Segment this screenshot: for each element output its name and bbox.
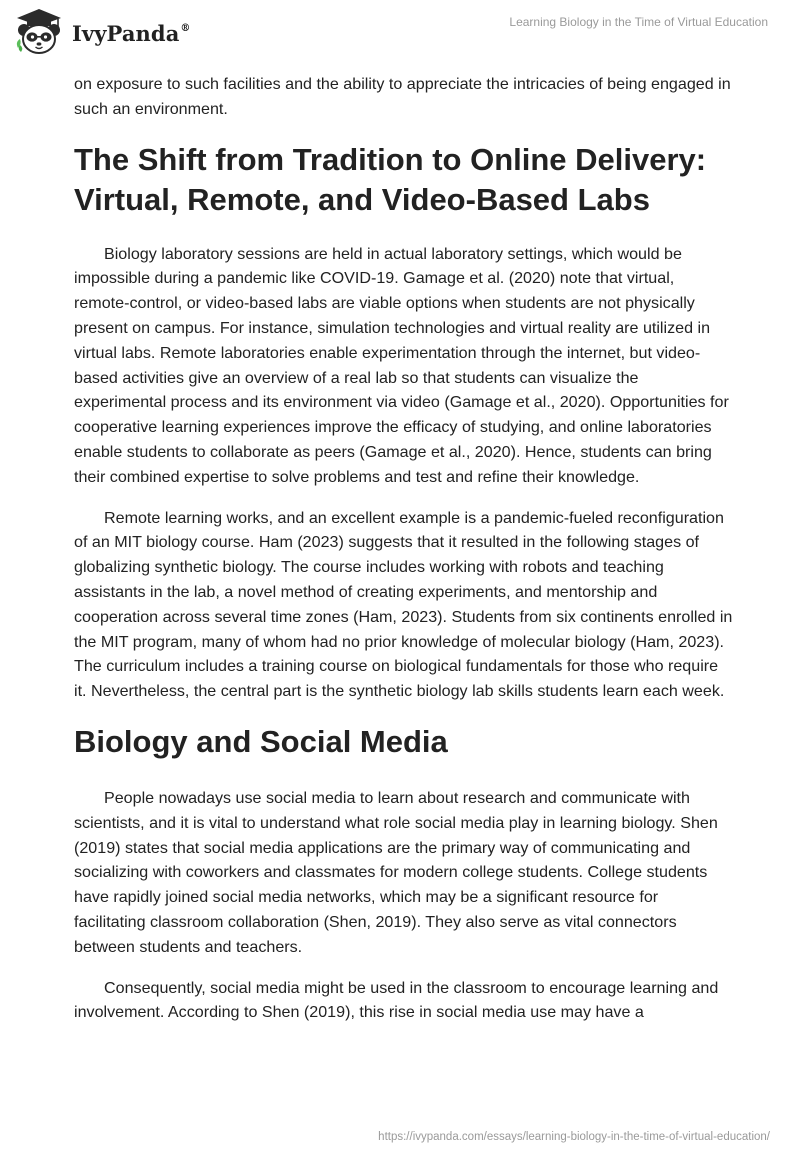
logo-wordmark: IvyPanda® [72,20,191,46]
running-title: Learning Biology in the Time of Virtual Education [509,15,768,29]
source-url[interactable]: https://ivypanda.com/essays/learning-biology-in-the-time-of-virtual-education/ [378,1131,770,1143]
body-paragraph: Consequently, social media might be used in the classroom to encourage learning and involvement. According to Shen (2019), this rise in social media use may have a [74,978,719,1022]
panda-graduate-icon [14,8,64,56]
body-paragraph: Remote learning works, and an excellent example is a pandemic-fueled reconfiguration of an MIT biology course. Ham (2023) suggests that it resulted in the following stages of globalizing synthetic biology. The course includes working with robots and teaching assistants in the lab, a novel method of creating experiments, and mentorship and cooperation across several time zones (Ham, 2023). Students from six continents enrolled in the MIT program, many of whom had no prior knowledge of molecular biology (Ham, 2023). The curriculum includes a training course on biological fundamentals for those who require it. Nevertheless, the central part is the synthetic biology lab skills students learn each week. [74,508,733,701]
section-heading: Biology and Social Media [74,723,448,759]
page-header [0,0,800,64]
essay-body [74,72,734,1025]
body-paragraph: Biology laboratory sessions are held in actual laboratory settings, which would be impossible during a pandemic like COVID-19. Gamage et al. (2020) note that virtual, remote-control, or video-based labs are viable options when students are not physically present on campus. For instance, simulation technologies and virtual reality are utilized in virtual labs. Remote laboratories enable experimentation through the internet, but video-based activities give an overview of a real lab so that students can visualize the experimental process and its environment via video (Gamage et al., 2020). Opportunities for cooperative learning experiences improve the efficacy of studying, and online laboratories enable students to collaborate as peers (Gamage et al., 2020). Hence, students can bring their combined expertise to solve problems and test and refine their knowledge. [74,244,729,486]
lead-paragraph: on exposure to such facilities and the ability to appreciate the intricacies of being engaged in such an environment. [74,75,731,118]
body-paragraph: People nowadays use social media to learn about research and communicate with scientists, and it is vital to understand what role social media play in learning biology. Shen (2019) states that social media applications are the primary way of communicating and socializing with coworkers and classmates for modern college students. College students have rapidly joined social media networks, which may be a significant resource for facilitating classroom collaboration (Shen, 2019). They also serve as vital connectors between students and teachers. [74,788,718,956]
section-heading: The Shift from Tradition to Online Delivery: Virtual, Remote, and Video-Based Labs [74,141,707,217]
ivypanda-logo[interactable] [14,8,191,56]
registered-mark: ® [180,22,191,34]
